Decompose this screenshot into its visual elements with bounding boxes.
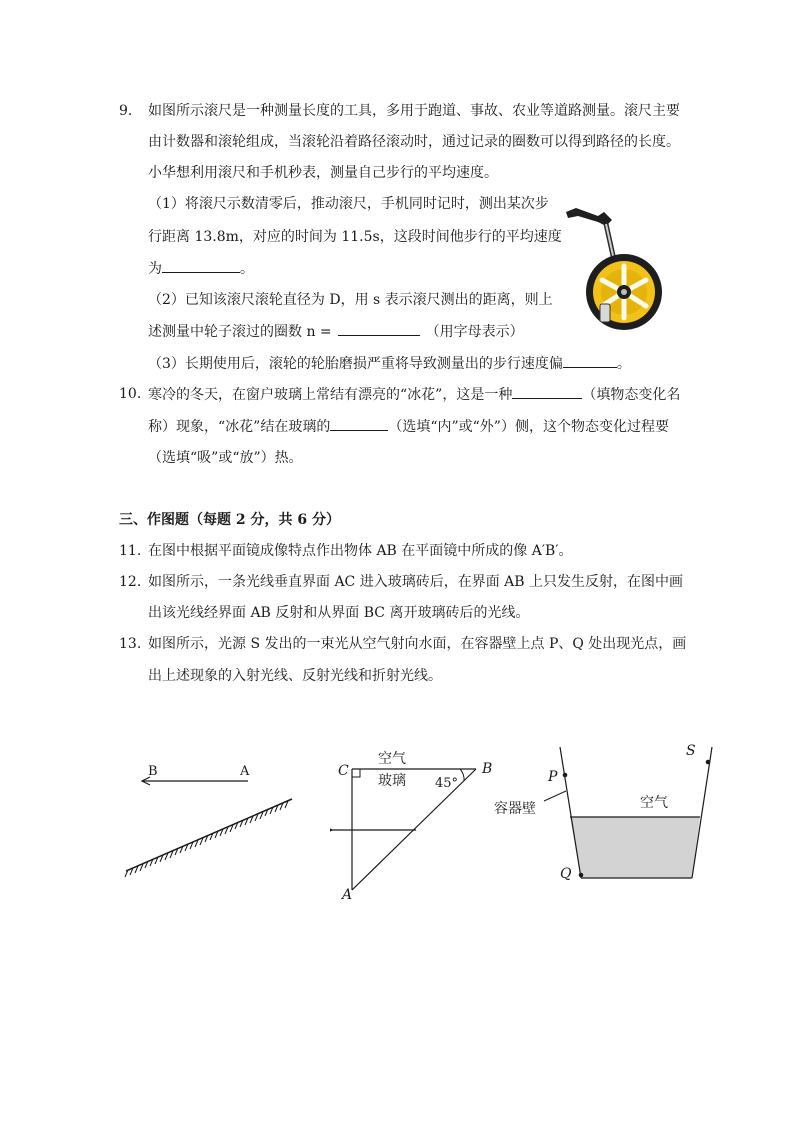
q9-number: 9.	[119, 103, 133, 119]
mirror-hatch	[125, 801, 288, 877]
q9-part2-prefix: 述测量中轮子滚过的圈数 n =	[148, 324, 332, 340]
q9-part1-line2: 行距离 13.8m，对应的时间为 11.5s，这段时间他步行的平均速度	[148, 229, 562, 245]
point-q	[579, 873, 584, 878]
angle-label: 45°	[435, 776, 459, 791]
prism-figure	[330, 745, 510, 905]
q10-line2	[148, 416, 669, 437]
label-c: C	[338, 763, 349, 779]
q9-line1: 如图所示滚尺是一种测量长度的工具，多用于跑道、事故、农业等道路测量。滚尺主要	[148, 103, 680, 119]
answer-blank-side[interactable]	[330, 416, 388, 431]
q9-part3-line1	[148, 353, 631, 374]
q9-part2-end: （用字母表示）	[425, 324, 524, 340]
right-angle-mark	[352, 769, 360, 777]
q10-line3: （选填“吸”或“放”）热。	[148, 450, 303, 466]
label-s: S	[686, 743, 696, 759]
q9-part2-line1: （2）已知该滚尺滚轮直径为 D，用 s 表示滚尺测出的距离，则上	[148, 292, 553, 308]
air-label: 空气	[378, 751, 406, 767]
label-b: B	[482, 761, 493, 777]
q12-number: 12.	[119, 574, 142, 590]
label-p: P	[548, 769, 558, 785]
q10-number: 10.	[119, 386, 142, 402]
water-region	[570, 817, 700, 878]
container-wall-right	[692, 747, 712, 878]
q12-line2: 出该光线经界面 AB 反射和从界面 BC 离开玻璃砖后的光线。	[148, 605, 530, 621]
q10-line1-prefix: 寒冷的冬天，在窗户玻璃上常结有漂亮的“冰花”，这是一种	[148, 387, 513, 403]
q10-line1-end: （填物态变化名	[582, 387, 681, 403]
answer-blank-bias[interactable]	[563, 353, 617, 368]
answer-blank-speed[interactable]	[162, 258, 240, 273]
q9-part2-line2	[148, 321, 524, 342]
label-b: B	[148, 764, 158, 779]
q9-part3-end: 。	[616, 356, 631, 372]
q9-line3: 小华想利用滚尺和手机秒表，测量自己步行的平均速度。	[148, 165, 498, 181]
container-figure	[490, 735, 720, 895]
q13-line1: 如图所示，光源 S 发出的一束光从空气射向水面，在容器壁上点 P、Q 处出现光点，画	[148, 636, 687, 652]
q10-line1	[148, 384, 680, 405]
label-a: A	[240, 764, 250, 779]
q11-line1: 在图中根据平面镜成像特点作出物体 AB 在平面镜中所成的像 A′B′。	[148, 543, 573, 559]
answer-blank-phase-change[interactable]	[512, 384, 582, 399]
section-heading: 三、作图题（每题 2 分，共 6 分）	[119, 512, 340, 528]
point-p	[563, 773, 568, 778]
q11-number: 11.	[119, 543, 142, 559]
label-q: Q	[560, 866, 572, 882]
measuring-wheel-image	[560, 200, 670, 335]
point-s	[706, 760, 711, 765]
q13-number: 13.	[119, 636, 142, 652]
q10-line2-prefix: 称）现象，“冰花”结在玻璃的	[148, 419, 331, 435]
q9-line2: 由计数器和滚轮组成，当滚轮沿着路径滚动时，通过记录的圈数可以得到路径的长度。	[148, 134, 680, 150]
glass-label: 玻璃	[378, 773, 406, 789]
wall-label: 容器壁	[494, 801, 536, 817]
q9-part1-line1: （1）将滚尺示数清零后，推动滚尺，手机同时记时，测出某次步	[148, 196, 549, 212]
answer-blank-turns[interactable]	[338, 321, 420, 336]
q9-part3-prefix: （3）长期使用后，滚轮的轮胎磨损严重将导致测量出的步行速度偏	[148, 356, 563, 372]
label-a: A	[342, 887, 353, 903]
q9-part1-line3	[148, 258, 254, 279]
q9-part1-end: 。	[240, 261, 254, 277]
mirror-figure	[120, 755, 300, 885]
angle-arc	[460, 769, 464, 781]
air-label: 空气	[640, 795, 668, 811]
q9-part1-prefix: 为	[148, 261, 162, 277]
q13-line2: 出上述现象的入射光线、反射光线和折射光线。	[148, 668, 442, 684]
q12-line1: 如图所示，一条光线垂直界面 AC 进入玻璃砖后，在界面 AB 上只发生反射，在图中画	[148, 574, 684, 590]
plane-mirror	[126, 799, 292, 871]
q10-line2-end: （选填“内”或“外”）侧，这个物态变化过程要	[388, 419, 669, 435]
wall-pointer	[544, 791, 566, 801]
container-wall-left	[560, 747, 581, 878]
